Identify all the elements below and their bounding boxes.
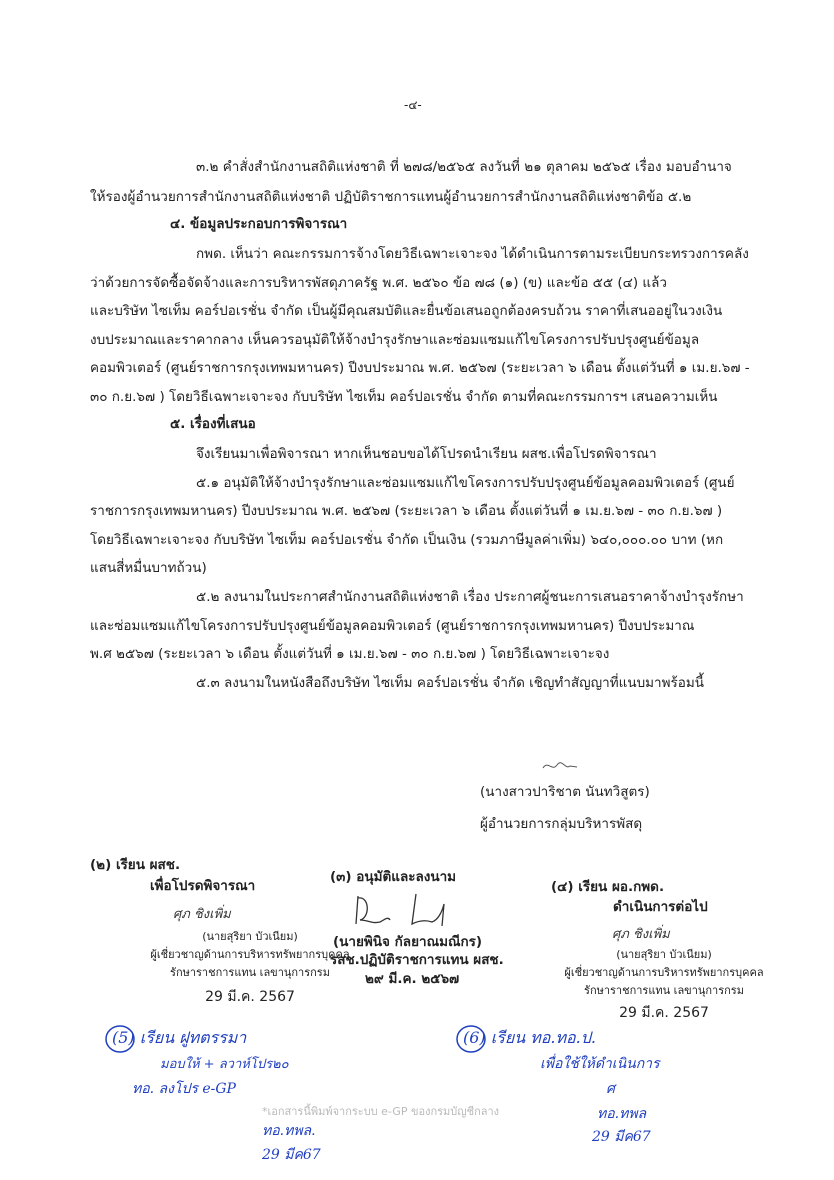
box4-position-1: ผู้เชี่ยวชาญด้านการบริหารทรัพยากรบุคคล [564,966,764,979]
handwritten-6-line-1: (6) เรียน ทอ.ทอ.ป. [463,1028,596,1047]
para-4-line-6: ๓๐ ก.ย.๖๗ ) โดยวิธีเฉพาะเจาะจง กับบริษัท ไซเท็ม คอร์ปอเรชั่น จำกัด ตามที่คณะกรรมการฯ เสนอความเห็น [90,389,718,405]
para-5-1-line-1: ๕.๑ อนุมัติให้จ้างบำรุงรักษาและซ่อมแซมแก้ไขโครงการปรับปรุงศูนย์ข้อมูลคอมพิวเตอร์ (ศูนย์ [196,475,735,491]
para-4-line-2: ว่าด้วยการจัดซื้อจัดจ้างและการบริหารพัสดุภาครัฐ พ.ศ. ๒๕๖๐ ข้อ ๗๘ (๑) (ข) และข้อ ๕๕ (๔) แล้ว [90,275,667,291]
signature-main [540,758,580,774]
para-4-line-1: กพด. เห็นว่า คณะกรรมการจ้างโดยวิธีเฉพาะเจาะจง ได้ดำเนินการตามระเบียบกระทรวงการคลัง [196,246,749,262]
para-4-line-3: และบริษัท ไซเท็ม คอร์ปอเรชั่น จำกัด เป็นผู้มีคุณสมบัติและยื่นข้อเสนอถูกต้องครบถ้วน ราคาที่เสนออยู่ในวงเงิน [90,303,723,319]
box4-name: (นายสุริยา บัวเนียม) [616,948,712,961]
handwritten-5-line-1: (5) เรียน ฝูทตรรมา [112,1028,247,1047]
handwritten-6-line-2: เพื่อใช้ให้ดำเนินการ [540,1056,660,1072]
box3-heading: (๓) อนุมัติและลงนาม [330,869,457,885]
box3-date: ๒๙ มี.ค. ๒๕๖๗ [365,971,460,987]
box3-name: (นายพินิจ กัลยาณมณีกร) [333,934,483,950]
para-5-2-line-1: ๕.๒ ลงนามในประกาศสำนักงานสถิติแห่งชาติ เรื่อง ประกาศผู้ชนะการเสนอราคาจ้างบำรุงรักษา [196,589,744,605]
handwritten-6-line-4: ทอ.ทพล [597,1106,647,1122]
handwritten-6-line-3: ศ [606,1081,615,1097]
heading-section-4: ๔. ข้อมูลประกอบการพิจารณา [170,216,348,232]
handwritten-6-line-5: 29 มีค67 [592,1129,651,1145]
para-5-1-line-4: แสนสี่หมื่นบาทถ้วน) [90,560,207,576]
handwritten-5-line-4: ทอ.ทพล. [262,1123,316,1139]
box2-position-2: รักษาราชการแทน เลขานุการกรม [170,966,330,979]
box2-heading: (๒) เรียน ผสช. [90,857,181,873]
para-5-1-line-3: โดยวิธีเฉพาะเจาะจง กับบริษัท ไซเท็ม คอร์ปอเรชั่น จำกัด เป็นเงิน (รวมภาษีมูลค่าเพิ่ม) ๖๔๐,๐๐๐.๐๐ บาท (หก [90,532,724,548]
para-5-3-line-1: ๕.๓ ลงนามในหนังสือถึงบริษัท ไซเท็ม คอร์ปอเรชั่น จำกัด เชิญทำสัญญาที่แนบมาพร้อมนี้ [196,675,705,691]
handwritten-5-line-2: มอบให้ + ลวาห์โปร๒๐ [160,1057,289,1072]
page-number: -๔- [404,98,422,112]
box2-name: (นายสุริยา บัวเนียม) [202,930,298,943]
box2-date: 29 มี.ค. 2567 [205,989,295,1005]
egp-watermark: *เอกสารนี้พิมพ์จากระบบ e-GP ของกรมบัญชีกลาง [262,1105,500,1118]
box4-position-2: รักษาราชการแทน เลขานุการกรม [584,984,744,997]
para-5-2-line-3: พ.ศ ๒๕๖๗ (ระยะเวลา ๖ เดือน ตั้งแต่วันที่ ๑ เม.ย.๖๗ - ๓๐ ก.ย.๖๗ ) โดยวิธีเฉพาะเจาะจง [90,646,610,662]
para-4-line-4: งบประมาณและราคากลาง เห็นควรอนุมัติให้จ้างบำรุงรักษาและซ่อมแซมแก้ไขโครงการปรับปรุงศูนย์ข้อมูล [90,332,700,348]
para-5-line-1: จึงเรียนมาเพื่อพิจารณา หากเห็นชอบขอได้โปรดนำเรียน ผสช.เพื่อโปรดพิจารณา [196,446,657,462]
box2-subheading: เพื่อโปรดพิจารณา [150,878,256,894]
box4-signature: ศุภ ชิงเพิ่ม [612,927,670,942]
handwritten-5-line-5: 29 มีค67 [262,1147,321,1163]
box2-signature: ศุภ ชิงเพิ่ม [173,907,231,922]
para-4-line-5: คอมพิวเตอร์ (ศูนย์ราชการกรุงเทพมหานคร) ปีงบประมาณ พ.ศ. ๒๕๖๗ (ระยะเวลา ๖ เดือน ตั้งแต่วันที่ ๑ เม.ย.๖๗ - [90,360,750,376]
handwritten-5-line-3: ทอ. ลงโปร e-GP [132,1081,236,1097]
box4-date: 29 มี.ค. 2567 [619,1005,709,1021]
box2-position-1: ผู้เชี่ยวชาญด้านการบริหารทรัพยากรบุคคล [150,948,350,961]
box3-position: รสช.ปฏิบัติราชการแทน ผสช. [330,952,504,968]
para-3-2-line-1: ๓.๒ คำสั่งสำนักงานสถิติแห่งชาติ ที่ ๒๗๘/๒๕๖๕ ลงวันที่ ๒๑ ตุลาคม ๒๕๖๕ เรื่อง มอบอำนาจ [196,159,732,175]
main-signer-name: (นางสาวปาริชาต นันทวิสูตร) [480,784,650,800]
box4-subheading: ดำเนินการต่อไป [613,899,708,915]
box4-heading: (๔) เรียน ผอ.กพด. [551,879,665,895]
box3-signature [350,890,470,932]
para-5-2-line-2: และซ่อมแซมแก้ไขโครงการปรับปรุงศูนย์ข้อมูลคอมพิวเตอร์ (ศูนย์ราชการกรุงเทพมหานคร) ปีงบประมาณ [90,618,695,634]
para-3-2-line-2: ให้รองผู้อำนวยการสำนักงานสถิติแห่งชาติ ปฏิบัติราชการแทนผู้อำนวยการสำนักงานสถิติแห่งชาติข้อ ๕.๒ [90,189,692,205]
heading-section-5: ๕. เรื่องที่เสนอ [170,416,256,432]
para-5-1-line-2: ราชการกรุงเทพมหานคร) ปีงบประมาณ พ.ศ. ๒๕๖๗ (ระยะเวลา ๖ เดือน ตั้งแต่วันที่ ๑ เม.ย.๖๗ - ๓๐ ก.ย.๖๗ ) [90,503,723,519]
main-signer-position: ผู้อำนวยการกลุ่มบริหารพัสดุ [480,816,643,832]
